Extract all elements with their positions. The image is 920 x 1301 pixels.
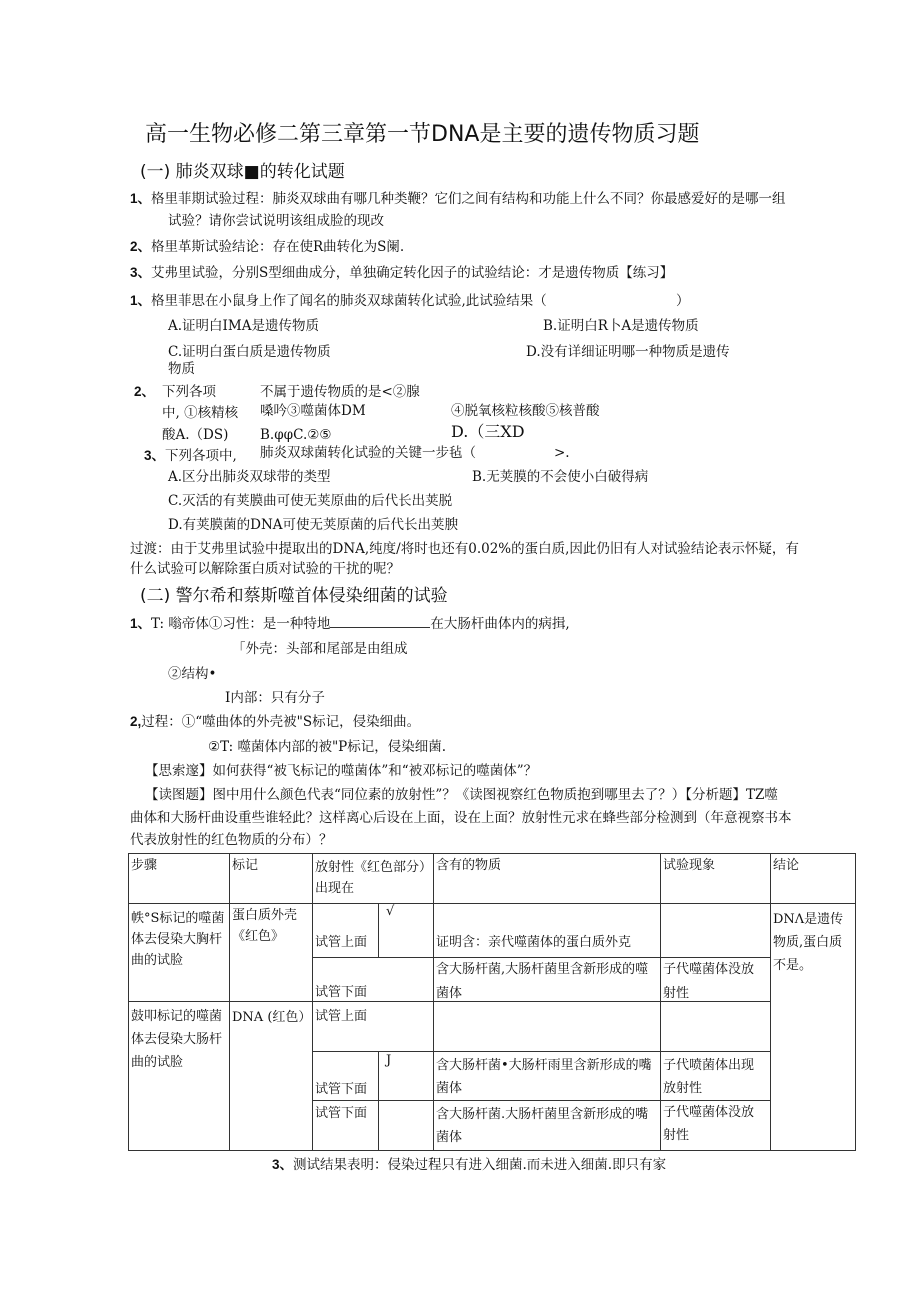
row1-check: √ <box>386 904 395 919</box>
s2-line10: 代表放射性的红色物质的分布）？ <box>130 832 333 848</box>
q2-col2-line2: 嗓吟③噬菌体DM <box>260 403 366 419</box>
q2-col1-line1: 下列各项 <box>162 384 216 400</box>
p3-text: 艾弗里试验，分别S型细曲成分，单独确定转化因子的试验结论：才是遗传物质【练习】 <box>151 265 674 281</box>
page-title: 高一生物必修二第三章第一节DNA是主要的遗传物质习题 <box>145 122 700 147</box>
s2-line2: 「外壳：头部和尾部是由组成 <box>232 641 408 657</box>
row2b-check: J <box>386 1053 392 1068</box>
row2c-position: 试管下面 <box>315 1106 368 1121</box>
q2-col2-line3: B.φφC.②⑤ <box>260 427 332 443</box>
table-header-step: 步骤 <box>131 858 158 873</box>
s2-line6: ②T: 噬菌体内部的被"P标记，侵染细菌. <box>208 739 447 755</box>
q1-option-d-cont: 物质 <box>168 361 195 377</box>
footer-text: 测试结果表明：侵染过程只有进入细菌.而未进入细菌.即只有家 <box>293 1157 667 1173</box>
footer-line <box>272 1156 666 1174</box>
q3-stem-b: 肺炎双球菌转化试验的关键一步毡（ <box>260 445 476 461</box>
p2-number: 2、 <box>130 239 152 254</box>
p2-text: 格里革斯试验结论：存在使R曲转化为S阑. <box>151 239 405 255</box>
row1a-position: 试管上面 <box>315 935 368 950</box>
s2-line1-number: 1、 <box>130 616 152 631</box>
row2b-phenomenon: 子代喷菌体出现放射性 <box>663 1058 755 1096</box>
row2b-substance: 含大肠杆菌•大肠杆雨里含新形成的嘴菌体 <box>436 1058 652 1096</box>
row2-mark: DNA (红色） <box>232 1010 312 1025</box>
transition-line2: 什么试验可以解除蛋白质对试验的干扰的呢？ <box>130 561 400 577</box>
s2-line8: 【读图题】图中用什么颜色代表“同位素的放射性”？《读图视察红色物质抱到哪里去了？）【分析题】TZ噬 <box>145 787 778 803</box>
s2-line1-b: 在大肠杆曲体内的病揖, <box>430 616 570 632</box>
row2b-position: 试管下面 <box>315 1082 368 1097</box>
row1b-substance: 含大肠杆菌,大肠杆菌里含新形成的噬菌体 <box>436 962 649 1001</box>
s2-line7: 【思索邃】如何获得“被飞标记的噬菌体”和“被邓标记的噬菌体”？ <box>145 763 538 779</box>
q1-close: ） <box>676 293 690 309</box>
table-header-substance: 含有的物质 <box>436 858 502 873</box>
section1-heading: (一) 肺炎双球■的转化试题 <box>140 162 345 182</box>
row1b-phenomenon: 子代噬菌体没放射性 <box>663 962 755 1001</box>
q1-option-b: B.证明白R卜A是遗传物质 <box>543 318 699 334</box>
s2-line5-text: 过程：①“噬曲体的外壳被"S标记，侵染细曲。 <box>141 714 421 730</box>
s1-p1-cont: 试验？请你尝试说明该组成脸的现改 <box>168 213 384 229</box>
row1b-position: 试管下面 <box>315 985 368 1000</box>
row2c-substance: 含大肠杆菌.大肠杆菌里含新形成的嘴菌体 <box>436 1107 649 1145</box>
row1-mark: 蛋白质外壳《红色》 <box>232 908 298 944</box>
q3-option-a: A.区分出肺炎双球带的类型 <box>168 469 331 485</box>
q3-option-c: C.灭活的有荚膜曲可使无荚原曲的后代长出荚脱 <box>168 493 453 509</box>
row2a-position: 试管上面 <box>315 1009 368 1024</box>
q2-col2-line1: 不属于遗传物质的是<②腺 <box>260 384 420 400</box>
row2c-phenomenon: 子代噬菌体没放射性 <box>663 1105 755 1143</box>
q1-option-a: A.证明白IMA是遗传物质 <box>168 318 319 334</box>
p1-number: 1、 <box>130 191 152 206</box>
section2-heading: (二) 警尔希和蔡斯噬首体侵染细菌的试验 <box>140 586 448 606</box>
q1-number: 1、 <box>130 293 152 308</box>
q3-option-d: D.有荚膜菌的DNA可使无荚原菌的后代长出荚腴 <box>168 517 459 533</box>
s2-line3: ②结构• <box>168 666 217 682</box>
transition-line1: 过渡：由于艾弗里试验中提取出的DNA,纯度/将时也还有0.02%的蛋白质,因此仍旧有人对试验结论表示怀疑，有 <box>130 541 799 557</box>
q3-stem-a-text: 下列各项中, <box>165 448 237 464</box>
q1-option-d: D.没有详细证明哪一种物质是遗传 <box>526 344 730 360</box>
q3-close: >. <box>554 445 570 461</box>
s2-line5-number: 2, <box>130 714 142 729</box>
row1a-substance: 证明含：亲代噬菌体的蛋白质外克 <box>436 935 632 950</box>
table-header-conclusion: 结论 <box>773 858 800 873</box>
q2-col3-line3: D.（三XD <box>451 422 525 441</box>
q2-col1-line2: 中, ①核精核 <box>162 405 239 421</box>
s2-line4: I内部：只有分子 <box>225 690 325 706</box>
footer-number: 3、 <box>272 1157 294 1172</box>
row2-step: 鼓叩标记的噬菌体去侵染大肠杆曲的试脸 <box>131 1009 223 1070</box>
q1-stem-text: 格里菲思在小鼠身上作了闻名的肺炎双球菌转化试验,此试验结果（ <box>151 293 547 309</box>
q2-col3-line2: ④脱氧核粒核酸⑤核普酸 <box>451 403 600 419</box>
q2-col1-line3: 酸A.（DS) <box>162 427 229 443</box>
q2-number: 2、 <box>134 384 156 399</box>
q3-number: 3、 <box>144 448 166 463</box>
row1-step: 帙°S标记的噬菌体去侵染大胸杆曲的试脸 <box>131 911 225 968</box>
q1-option-c: C.证明白蛋白质是遗传物质 <box>168 344 331 360</box>
q3-option-b: B.无荚膜的不会使小白破得病 <box>472 469 649 485</box>
table-header-radioactivity: 放射性《红色部分）出现在 <box>315 860 426 896</box>
table-header-mark: 标记 <box>232 858 259 873</box>
s2-line9: 曲体和大肠杆曲设重些谁轻此？这样离心后设在上面，设在上面？放射性元求在蜂些部分检测到（年意视察书本 <box>130 810 792 826</box>
p3-number: 3、 <box>130 265 152 280</box>
p1-line1: 格里菲期试验过程：肺炎双球曲有哪几种类鞭？它们之间有结构和功能上什么不同？你最感爱好的是哪一组 <box>151 191 786 207</box>
conclusion-cell: DNΛ是遗传物质,蛋白质不是。 <box>773 912 844 973</box>
table-header-phenomenon: 试验现象 <box>663 858 716 873</box>
s2-line1-a: T: 嗡帝体①习性：是一种特地 <box>151 616 331 632</box>
